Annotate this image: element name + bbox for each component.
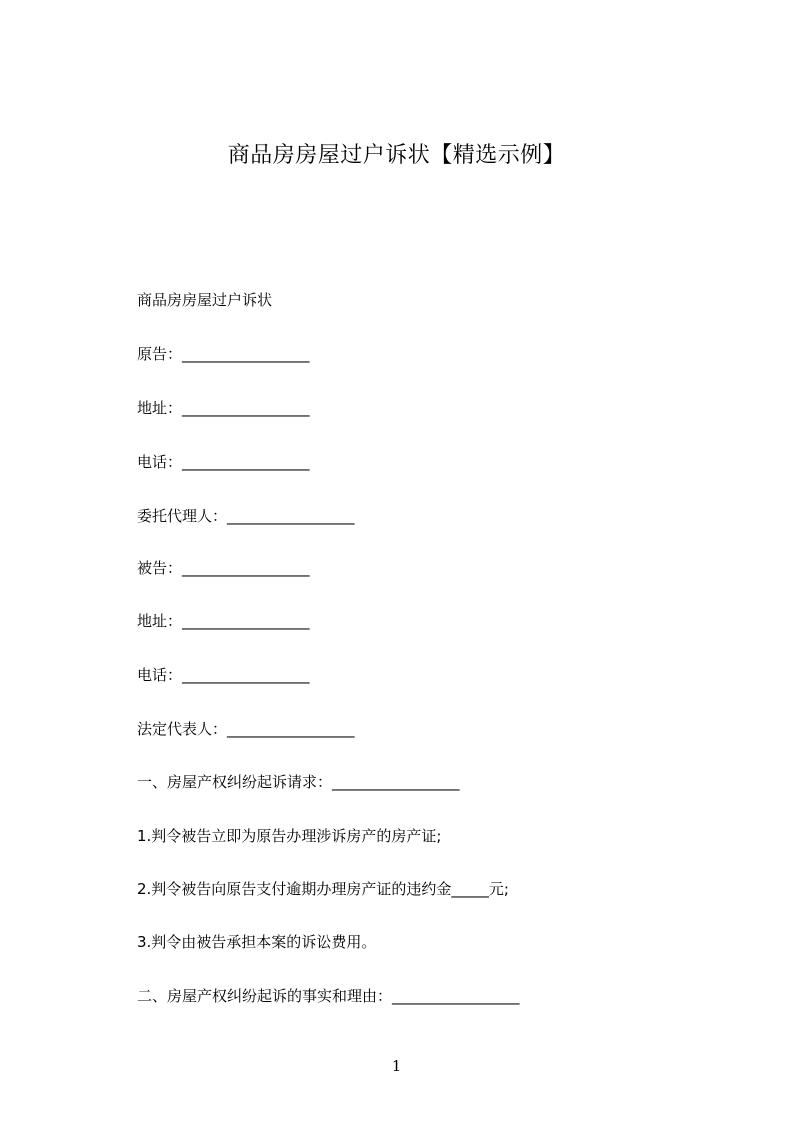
plaintiff-address-line: 地址：_________________	[137, 399, 310, 417]
claim-item-3: 3.判令由被告承担本案的诉讼费用。	[137, 933, 377, 951]
agent-line: 委托代理人：_________________	[137, 507, 355, 525]
defendant-phone-line: 电话：_________________	[137, 666, 310, 684]
document-title: 商品房房屋过户诉状【精选示例】	[227, 143, 566, 168]
claim-item-1: 1.判令被告立即为原告办理涉诉房产的房产证;	[137, 827, 442, 845]
page-number: 1	[391, 1057, 402, 1075]
plaintiff-phone-line: 电话：_________________	[137, 453, 310, 471]
claim-item-2: 2.判令被告向原告支付逾期办理房产证的违约金_____元;	[137, 880, 509, 898]
plaintiff-line: 原告：_________________	[137, 345, 310, 363]
legal-representative-line: 法定代表人：_________________	[137, 720, 355, 738]
facts-heading: 二、房屋产权纠纷起诉的事实和理由：_________________	[137, 987, 520, 1005]
defendant-line: 被告：_________________	[137, 559, 310, 577]
claims-heading: 一、房屋产权纠纷起诉请求：_________________	[137, 773, 460, 791]
document-subtitle: 商品房房屋过户诉状	[137, 291, 273, 309]
defendant-address-line: 地址：_________________	[137, 612, 310, 630]
